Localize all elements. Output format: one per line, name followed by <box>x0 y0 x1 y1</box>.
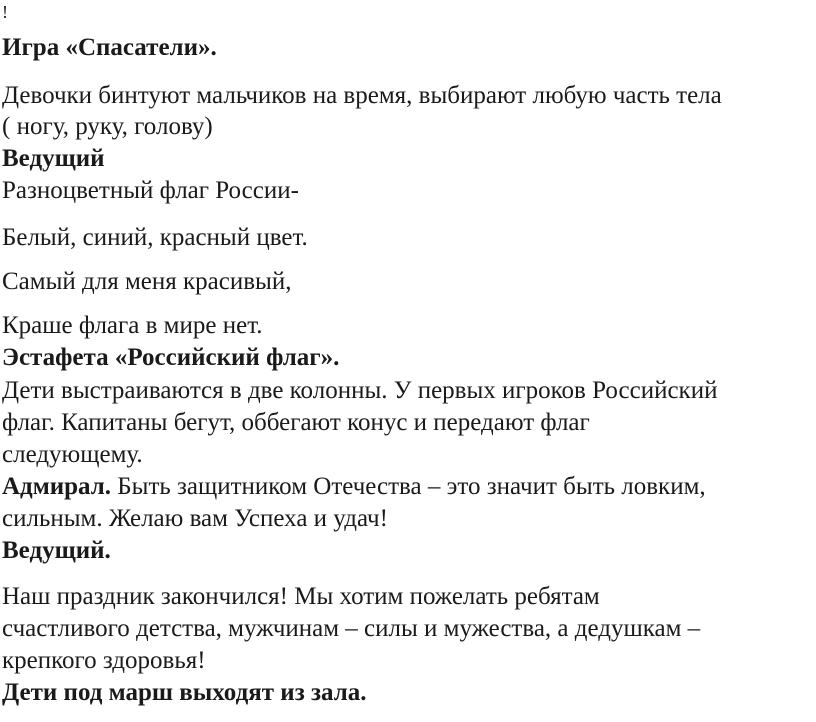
closing-line-3: крепкого здоровья! <box>2 647 206 674</box>
host-heading-1: Ведущий <box>2 145 105 172</box>
admiral-line-1 <box>2 472 706 502</box>
admiral-line-2: сильным. Желаю вам Успеха и удач! <box>2 505 388 532</box>
admiral-label: Адмирал. <box>2 473 112 500</box>
game-description-line-1: Девочки бинтуют мальчиков на время, выбирают любую часть тела <box>2 82 722 109</box>
relay-description-line-3: следующему. <box>2 441 143 468</box>
game-title: Игра «Спасатели». <box>2 34 217 61</box>
host-heading-2: Ведущий. <box>2 537 111 564</box>
final-line: Дети под марш выходят из зала. <box>2 679 367 706</box>
poem-line-4: Краше флага в мире нет. <box>2 312 263 339</box>
top-mark: ! <box>2 2 8 22</box>
relay-description-line-1: Дети выстраиваются в две колонны. У первых игроков Российский <box>2 377 718 404</box>
relay-title: Эстафета «Российский флаг». <box>2 344 340 371</box>
poem-line-3: Самый для меня красивый, <box>2 268 292 295</box>
poem-line-1: Разноцветный флаг России- <box>2 177 299 204</box>
admiral-text: Быть защитником Отечества – это значит быть ловким, <box>111 473 706 500</box>
poem-line-2: Белый, синий, красный цвет. <box>2 224 308 251</box>
closing-line-2: счастливого детства, мужчинам – силы и мужества, а дедушкам – <box>2 615 701 642</box>
closing-line-1: Наш праздник закончился! Мы хотим пожелать ребятам <box>2 583 600 610</box>
game-description-line-2: ( ногу, руку, голову) <box>2 113 213 140</box>
relay-description-line-2: флаг. Капитаны бегут, оббегают конус и передают флаг <box>2 409 590 436</box>
